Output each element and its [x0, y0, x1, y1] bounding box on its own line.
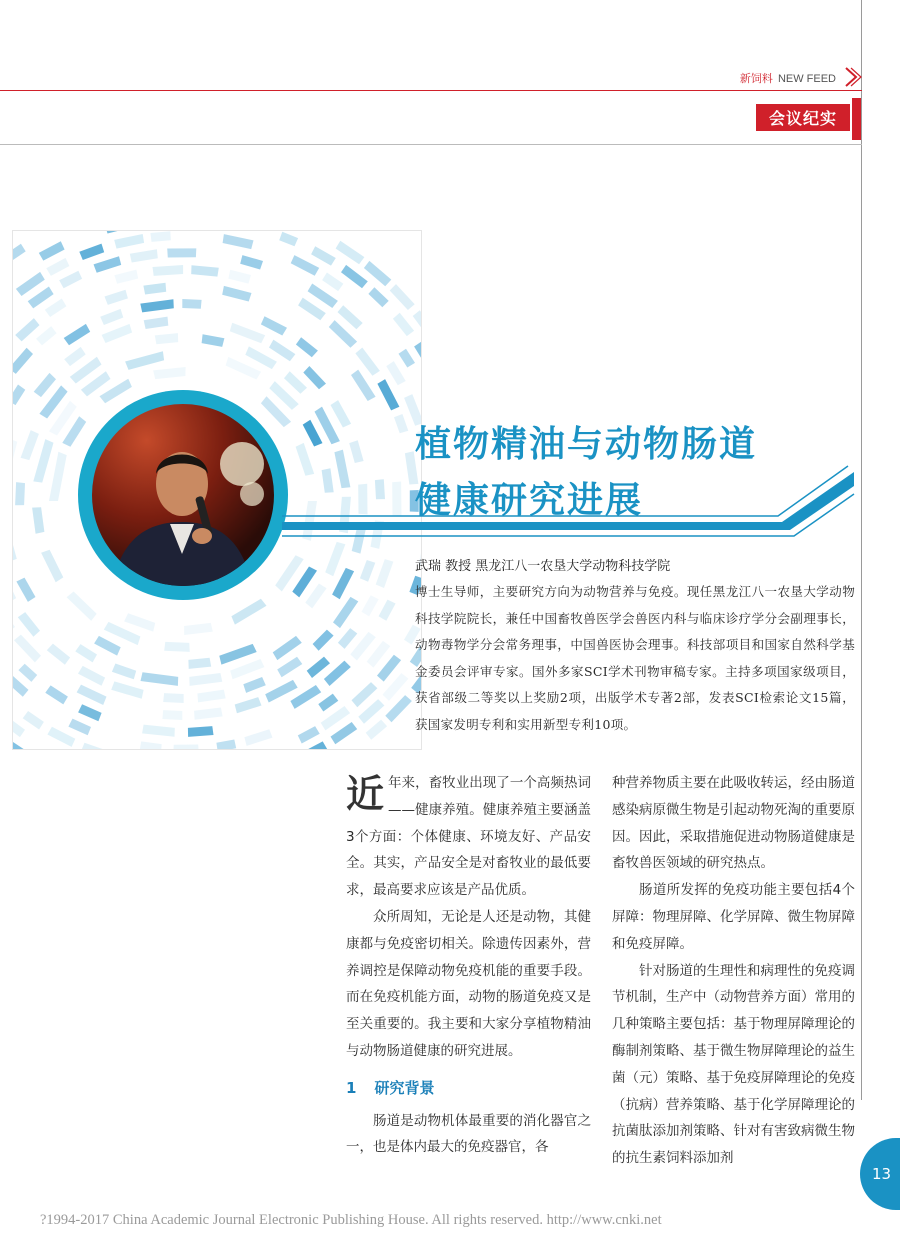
- art-tile: [111, 681, 143, 698]
- art-tile: [197, 690, 225, 703]
- art-tile: [265, 680, 298, 703]
- art-tile: [23, 711, 44, 730]
- section-tag: 会议纪实: [756, 104, 850, 131]
- author-photo: [92, 404, 274, 586]
- art-tile: [393, 313, 414, 336]
- art-tile: [333, 597, 358, 628]
- body-column-left: [346, 770, 591, 1161]
- art-tile: [244, 729, 272, 746]
- art-tile: [358, 699, 384, 724]
- art-tile: [231, 599, 266, 625]
- chevron-right-icon: [842, 65, 866, 89]
- art-tile: [245, 346, 277, 369]
- art-tile: [64, 324, 90, 345]
- author-bio: 博士生导师，主要研究方向为动物营养与免疫。现任黑龙江八一农垦大学动物科技学院院长，兼任中国畜牧兽医学会兽医内科与临床诊疗学分会副理事长，动物毒物学分会常务理事，中国兽医协会理事。科技部项目和国家自然科学基金委员会评审专家。国外多家SCI学术刊物审稿专家。主持多项国家级项目，获省部级二等奖以上奖励2项，出版学术专著2部，发表SCI检索论文15篇，获国家发明专利和实用新型专利10项。: [415, 584, 855, 732]
- art-tile: [182, 299, 201, 309]
- art-tile: [269, 340, 295, 362]
- art-tile: [390, 284, 415, 310]
- art-tile: [77, 685, 107, 705]
- art-tile: [184, 623, 213, 635]
- copyright-footer: ?1994-2017 China Academic Journal Electronic Publishing House. All rights reserved. http://www.cnki.net: [40, 1212, 662, 1228]
- art-tile: [47, 644, 70, 665]
- art-tile: [81, 743, 109, 749]
- art-tile: [21, 430, 39, 460]
- art-tile: [105, 231, 125, 234]
- art-tile: [298, 726, 320, 743]
- art-tile: [298, 298, 326, 321]
- art-tile: [202, 334, 225, 347]
- art-tile: [362, 595, 379, 616]
- art-tile: [143, 283, 166, 295]
- art-tile: [13, 574, 16, 603]
- art-tile: [59, 271, 82, 289]
- art-tile: [338, 628, 357, 649]
- art-tile: [188, 658, 211, 669]
- art-tile: [377, 379, 399, 410]
- header-rule: [0, 90, 862, 91]
- art-tile: [322, 273, 343, 292]
- art-tile: [223, 234, 254, 249]
- art-tile: [78, 704, 102, 721]
- art-tile: [173, 745, 198, 750]
- art-tile: [394, 414, 408, 433]
- art-tile: [32, 507, 44, 534]
- art-tile: [67, 592, 97, 621]
- art-tile: [150, 231, 170, 242]
- art-tile: [64, 347, 86, 366]
- art-tile: [189, 673, 222, 686]
- art-tile: [368, 287, 388, 307]
- art-tile: [14, 635, 41, 663]
- art-tile: [79, 244, 104, 260]
- art-tile: [164, 642, 190, 652]
- art-tile: [414, 342, 421, 367]
- art-tile: [305, 584, 326, 609]
- art-tile: [216, 740, 236, 750]
- paragraph-background-cont: 种营养物质主要在此吸收转运，经由肠道感染病原微生物是引起动物死淘的重要原因。因此，采取措施促进动物肠道健康是畜牧兽医领域的研究热点。: [612, 775, 855, 872]
- art-tile: [336, 241, 365, 264]
- art-tile: [162, 710, 182, 720]
- art-tile: [18, 664, 37, 682]
- art-tile: [379, 600, 396, 621]
- art-tile: [303, 420, 323, 447]
- art-tile: [230, 323, 265, 344]
- art-tile: [273, 636, 302, 660]
- art-tile: [364, 261, 391, 286]
- art-tile: [15, 318, 39, 341]
- art-tile: [235, 697, 262, 713]
- art-tile: [49, 452, 67, 501]
- header-divider: [0, 144, 862, 145]
- art-tile: [33, 439, 53, 483]
- art-tile: [28, 287, 54, 309]
- art-tile: [13, 535, 17, 561]
- art-tile: [78, 666, 105, 686]
- art-tile: [39, 241, 65, 260]
- art-tile: [16, 272, 45, 296]
- art-tile: [100, 309, 123, 325]
- art-tile: [277, 657, 302, 678]
- art-tile: [112, 664, 136, 680]
- art-tile: [331, 400, 352, 427]
- page-number: 13: [872, 1165, 892, 1183]
- art-tile: [47, 727, 75, 747]
- art-tile: [114, 234, 144, 249]
- art-tile: [13, 675, 28, 696]
- section-tag-bar: [852, 98, 861, 140]
- art-tile: [188, 726, 214, 737]
- paragraph-barriers: 肠道所发挥的免疫功能主要包括4个屏障：物理屏障、化学屏障、微生物屏障和免疫屏障。: [612, 882, 855, 952]
- art-tile: [240, 255, 263, 269]
- art-tile: [376, 559, 394, 588]
- art-tile: [142, 725, 175, 737]
- art-tile: [313, 630, 334, 651]
- art-tile: [68, 719, 91, 736]
- art-tile: [194, 708, 223, 720]
- author-portrait: [78, 390, 288, 600]
- art-tile: [141, 672, 179, 686]
- art-tile: [124, 613, 155, 631]
- art-tile: [13, 613, 15, 633]
- art-tile: [230, 659, 264, 679]
- art-tile: [279, 232, 298, 247]
- art-tile: [15, 482, 25, 505]
- art-tile: [140, 299, 174, 312]
- section-number: 1: [346, 1078, 357, 1097]
- art-tile: [311, 246, 336, 265]
- art-tile: [13, 244, 26, 261]
- art-tile: [307, 657, 330, 678]
- art-tile: [94, 636, 121, 656]
- author-name-affiliation: 武瑞 教授 黑龙江八一农垦大学动物科技学院: [415, 559, 671, 574]
- paragraph-intro-text: 年来，畜牧业出现了一个高频热词——健康养殖。健康养殖主要涵盖3个方面：个体健康、环境友好、产品安全。其实，产品安全是对畜牧业的最低要求，最高要求应该是产品优质。: [346, 775, 591, 899]
- page-edge-line: [861, 0, 862, 1100]
- art-tile: [413, 310, 421, 335]
- journal-brand-en: NEW FEED: [777, 73, 836, 85]
- art-tile: [219, 644, 256, 665]
- art-tile: [45, 299, 67, 318]
- art-tile: [296, 337, 318, 357]
- art-tile: [153, 265, 184, 276]
- art-tile: [386, 361, 405, 385]
- art-tile: [331, 722, 358, 744]
- journal-brand-cn: 新饲料: [739, 73, 773, 85]
- art-tile: [125, 351, 164, 370]
- drop-cap: 近: [346, 772, 385, 816]
- art-tile: [13, 740, 30, 749]
- art-tile: [291, 255, 320, 276]
- art-tile: [163, 693, 184, 703]
- speaker-silhouette: [92, 404, 274, 586]
- art-tile: [36, 326, 57, 345]
- art-tile: [13, 718, 25, 737]
- body-column-right: [612, 770, 855, 1172]
- section-heading: [346, 1075, 591, 1102]
- paragraph-strategies: 针对肠道的生理性和病理性的免疫调节机制，生产中（动物营养方面）常用的几种策略主要包括：基于物理屏障理论的酶制剂策略、基于微生物屏障理论的益生菌（元）策略、基于免疫屏障理论的免疫（抗病）营养策略、基于化学屏障理论的抗菌肽添加剂策略、针对有害致病微生物的抗生素饲料添加剂: [612, 962, 855, 1167]
- art-tile: [13, 348, 33, 374]
- paragraph-background: 肠道是动物机体最重要的消化器官之一，也是体内最大的免疫器官，各: [346, 1112, 591, 1156]
- art-tile: [228, 270, 251, 284]
- art-tile: [16, 578, 35, 602]
- art-tile: [46, 258, 69, 276]
- paragraph-intro: [346, 770, 591, 904]
- art-tile: [94, 256, 122, 273]
- art-tile: [144, 317, 169, 329]
- art-tile: [222, 286, 251, 302]
- art-tile: [191, 265, 219, 276]
- art-tile: [13, 385, 25, 406]
- art-tile: [102, 324, 133, 343]
- art-tile: [338, 305, 363, 329]
- art-tile: [304, 741, 328, 749]
- art-tile: [167, 248, 196, 257]
- section-title: 研究背景: [374, 1078, 435, 1097]
- journal-brand: [740, 70, 836, 86]
- art-tile: [155, 333, 178, 344]
- art-tile: [284, 371, 307, 394]
- art-tile: [261, 316, 287, 335]
- page-number-badge: [860, 1138, 900, 1210]
- art-tile: [13, 439, 17, 475]
- art-tile: [399, 349, 416, 368]
- art-tile: [341, 265, 368, 288]
- art-tile: [140, 741, 162, 749]
- art-tile: [153, 367, 185, 379]
- art-tile: [325, 542, 345, 576]
- art-tile: [45, 685, 68, 704]
- art-tile: [303, 366, 326, 389]
- art-tile: [332, 568, 354, 599]
- art-tile: [318, 694, 338, 712]
- paragraph-immunity: 众所周知，无论是人还是动物，其健康都与免疫密切相关。除遗传因素外，营养调控是保障动物免疫机能的重要手段。而在免疫机能方面，动物的肠道免疫又是至关重要的。我主要和大家分享植物精油与动物肠道健康的研究进展。: [346, 908, 591, 1059]
- art-tile: [18, 612, 40, 637]
- art-tile: [114, 270, 138, 284]
- article-title-line2: 健康研究进展: [415, 480, 644, 521]
- art-tile: [75, 644, 97, 662]
- art-tile: [105, 290, 128, 305]
- art-tile: [130, 249, 158, 262]
- art-tile: [366, 720, 387, 740]
- article-title-line1: 植物精油与动物肠道: [415, 424, 758, 465]
- art-tile: [360, 560, 375, 582]
- art-tile: [34, 373, 56, 397]
- art-tile: [41, 550, 63, 583]
- art-tile: [243, 677, 265, 693]
